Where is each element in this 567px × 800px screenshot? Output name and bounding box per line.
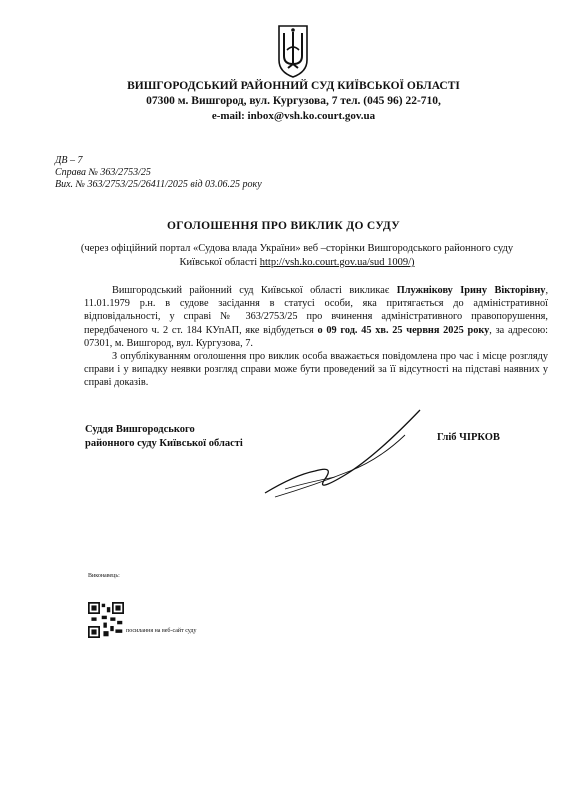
case-number: Справа № 363/2753/25 <box>55 167 151 178</box>
judge-title-line-1: Суддя Вишгородського <box>85 424 195 435</box>
subtitle-text: (через офіційний портал «Судова влада України» веб –сторінки Вишгородського районного суду Київської області <box>80 243 514 268</box>
outgoing-number: Вих. № 363/2753/25/26411/2025 від 03.06.25 року <box>55 179 262 190</box>
notice-paragraph-2: З опублікуванням оголошення про виклик особа вважається повідомлена про час і місце розгляду справи і у випадку неявки розгляд справи може бути проведений за її відсутності на підставі наявних у справі доказів. <box>84 351 548 389</box>
trident-emblem-icon <box>276 24 310 78</box>
court-email: e-mail: inbox@vsh.ko.court.gov.ua <box>211 110 376 122</box>
document-title: ОГОЛОШЕННЯ ПРО ВИКЛИК ДО СУДУ <box>167 220 400 232</box>
p1-text-b: , 11.01.1979 р.н. в судове засідання в статусі особи, яка притягається до адміністративної відповідальності, у справі № 363/2753/25 про вчинення адміністративного правопорушення, передбаченого ч. 2 ст. 184 КУпАП, яке відбудеться <box>84 285 549 336</box>
qr-code-icon[interactable] <box>88 602 124 638</box>
subtitle <box>62 242 532 270</box>
notice-body <box>84 284 548 390</box>
p1-text-c: , за адресою: 07301, м. Вишгород, вул. Кургузова, 7. <box>84 324 549 349</box>
judge-title-line-2: районного суду Київської області <box>85 438 243 449</box>
court-name: ВИШГОРОДСЬКИЙ РАЙОННИЙ СУД КИЇВСЬКОЇ ОБЛАСТІ <box>127 80 460 92</box>
court-address: 07300 м. Вишгород, вул. Кургузова, 7 тел. (045 96) 22-710, <box>146 95 441 107</box>
hearing-datetime: о 09 год. 45 хв. 25 червня 2025 року <box>317 324 490 336</box>
handwritten-signature <box>255 405 425 505</box>
judge-name: Гліб ЧІРКОВ <box>437 432 500 443</box>
summoned-person-name: Плужнікову Ірину Вікторівну <box>396 285 546 296</box>
p1-text-a: Вишгородський районний суд Київської області викликає <box>112 285 397 296</box>
notice-paragraph-1 <box>84 284 548 350</box>
court-website-link[interactable]: http://vsh.ko.court.gov.ua/sud 1009/) <box>259 257 415 268</box>
document-code: ДВ – 7 <box>55 155 83 166</box>
qr-caption: посилання на веб-сайт суду <box>126 628 197 634</box>
executor-label: Виконавець: <box>88 573 120 579</box>
